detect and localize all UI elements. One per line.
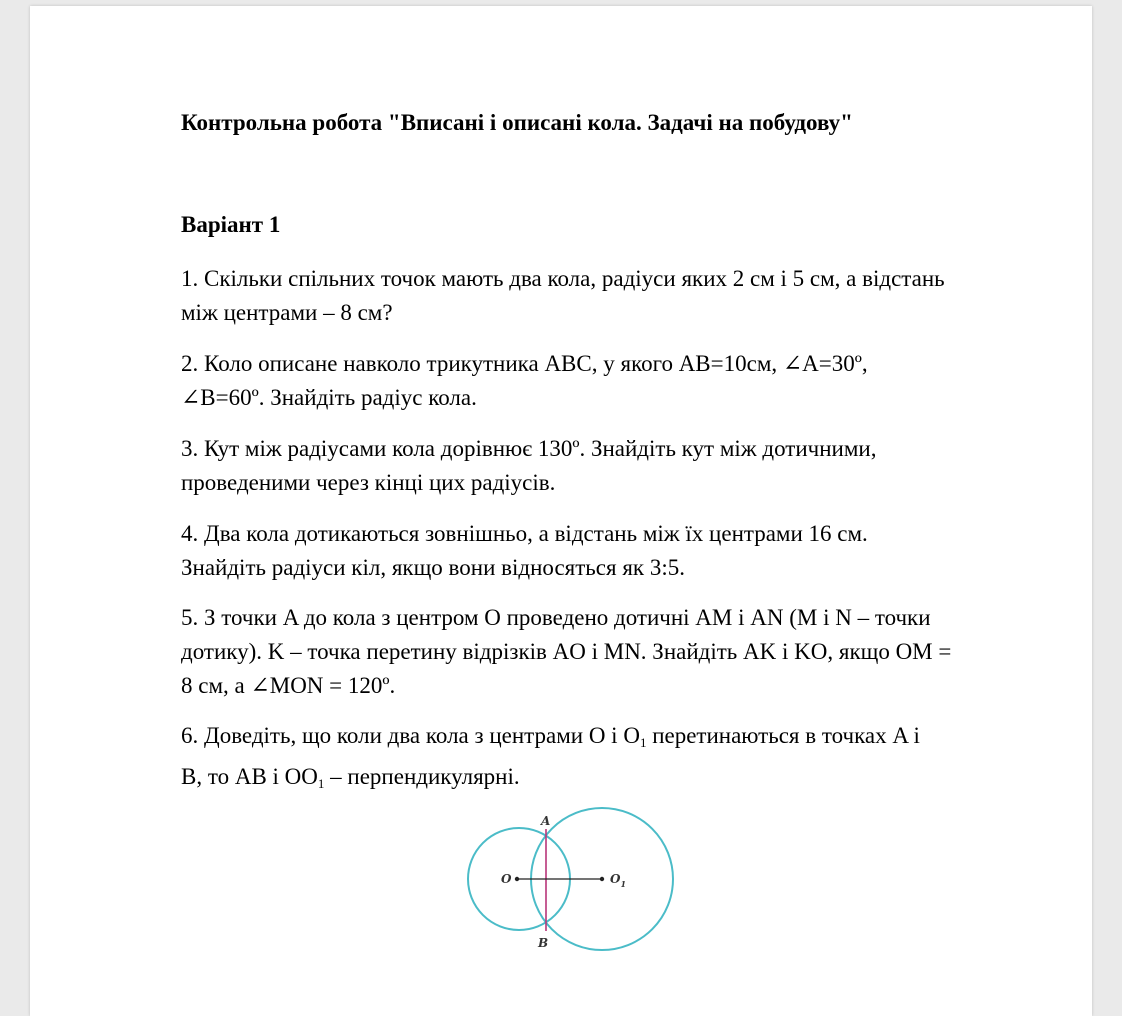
task-6-line-2-b: – перпендикулярні. [324,764,520,789]
task-6-line-2 [181,760,920,801]
task-6-line-2-a: B, то AB і OO [181,764,318,789]
task-5 [181,601,951,703]
task-1-line-2: між центрами – 8 см? [181,300,393,325]
task-5-line-1: 5. З точки A до кола з центром O проведено дотичні AM і AN (M і N – точки [181,605,931,630]
task-6-line-1-b: перетинаються в точках A і [646,723,920,748]
task-6-line-1-sub: 1 [639,735,647,750]
point-o [515,877,519,881]
task-5-line-2: дотику). K – точка перетину відрізків AO і MN. Знайдіть AK і KO, якщо OM = [181,639,952,664]
task-3 [181,432,876,500]
label-b: B [538,936,549,950]
task-6-line-2-sub: 1 [317,776,325,791]
task-2 [181,347,868,415]
task-1-line-1: 1. Скільки спільних точок мають два кола, радіуси яких 2 см і 5 см, а відстань [181,266,945,291]
task-4-line-1: 4. Два кола дотикаються зовнішньо, а відстань між їх центрами 16 см. [181,521,868,546]
label-o: O [501,872,512,886]
label-o1-sub: 1 [620,879,627,889]
task-2-line-2: ∠B=60º. Знайдіть радіус кола. [181,385,477,410]
task-1 [181,262,945,330]
label-o1-main: O [610,872,621,886]
label-a: A [541,814,551,828]
task-6 [181,719,920,801]
task-3-line-1: 3. Кут між радіусами кола дорівнює 130º. Знайдіть кут між дотичними, [181,436,877,461]
document-page [30,6,1092,1016]
task-6-line-1-a: 6. Доведіть, що коли два кола з центрами O і O [181,723,640,748]
variant-heading: Варіант 1 [181,212,281,237]
task-3-line-2: проведеними через кінці цих радіусів. [181,470,556,495]
task-5-line-3: 8 см, а ∠MON = 120º. [181,673,396,698]
document-title: Контрольна робота "Вписані і описані кола. Задачі на побудову" [181,110,853,135]
task-6-line-1 [181,719,920,760]
task-4-line-2: Знайдіть радіуси кіл, якщо вони відносяться як 3:5. [181,555,685,580]
task-2-line-1: 2. Коло описане навколо трикутника ABC, у якого AB=10см, ∠A=30º, [181,351,868,376]
task-4 [181,517,868,585]
point-o1 [600,877,604,881]
intersecting-circles-figure [466,803,716,963]
label-o1 [610,872,626,889]
